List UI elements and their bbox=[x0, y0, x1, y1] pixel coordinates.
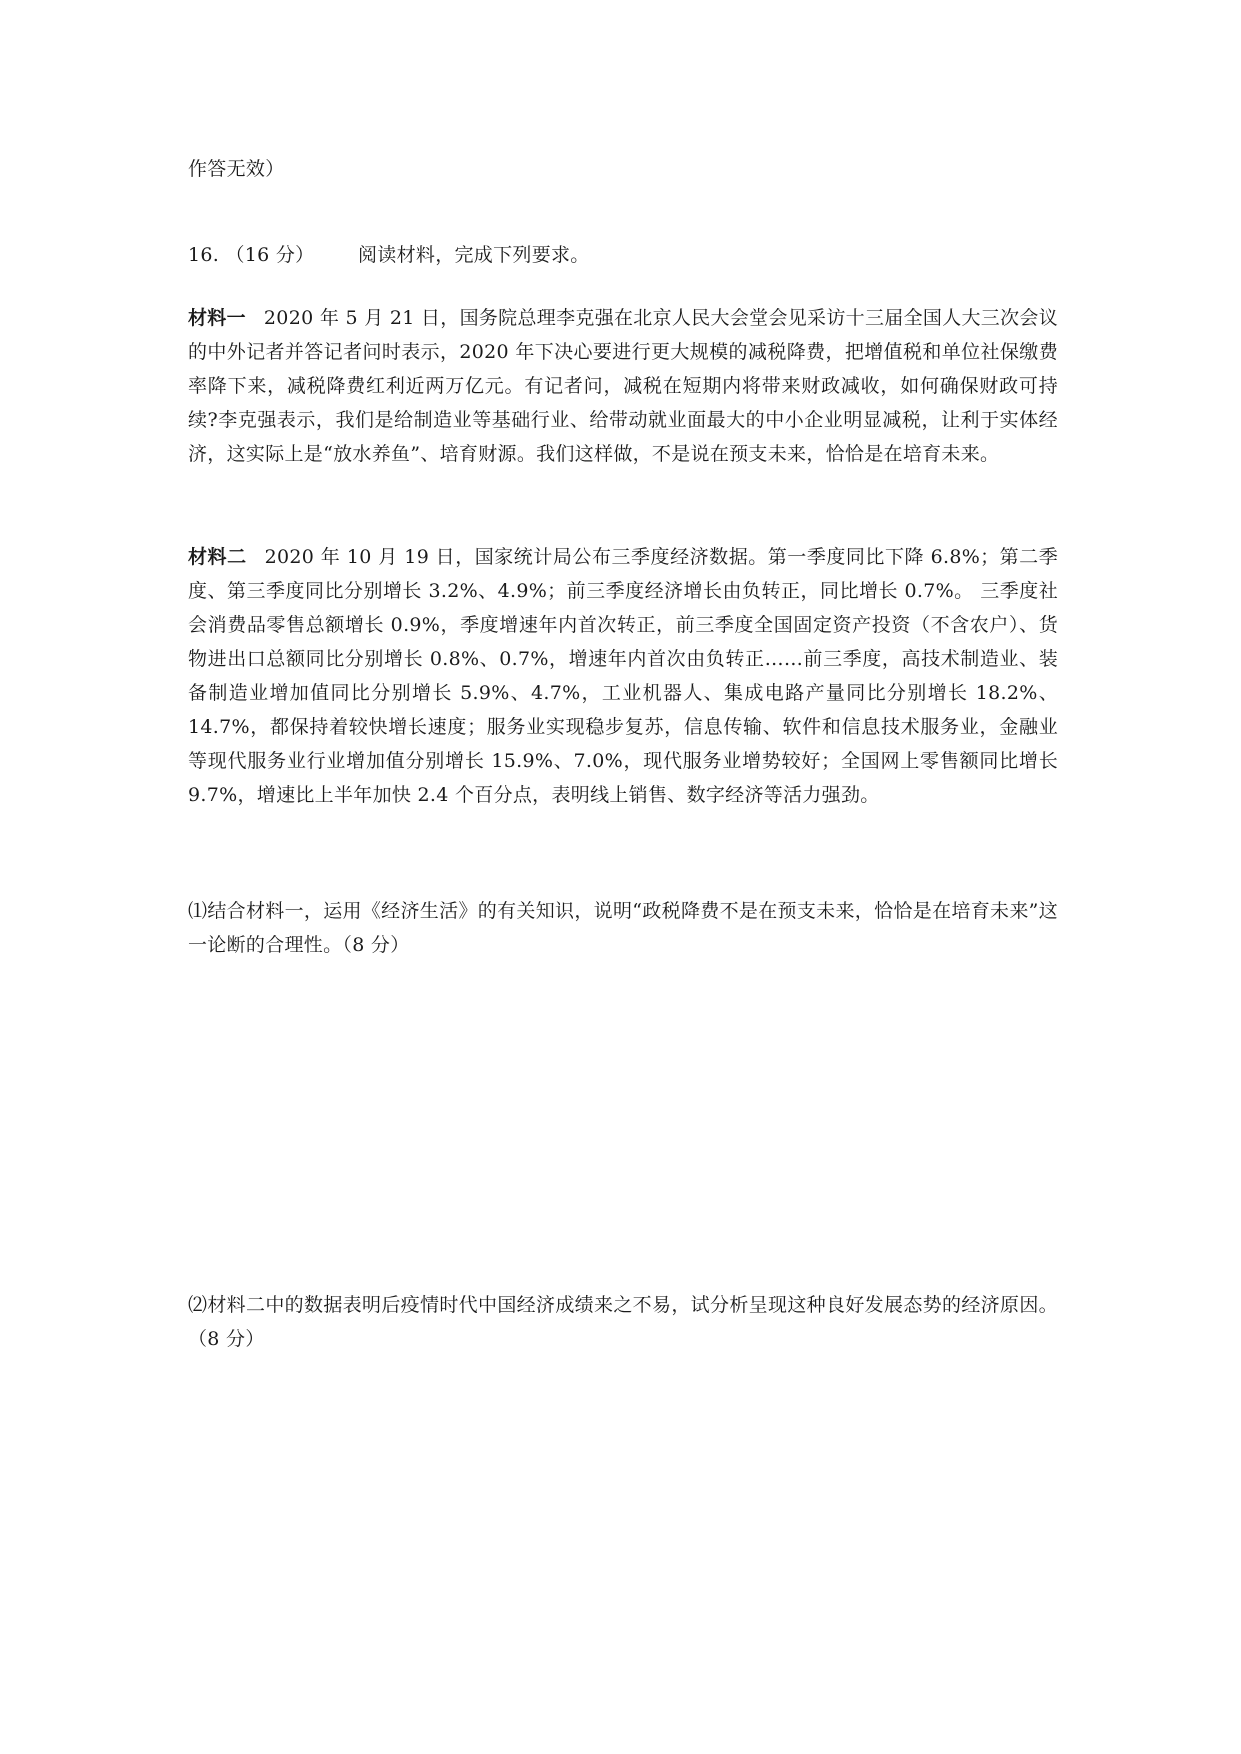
sub-question-2-text: ⑵材料二中的数据表明后疫情时代中国经济成绩来之不易，试分析呈现这种良好发展态势的经济原因。（8 分） bbox=[188, 1294, 1058, 1350]
question-16-header bbox=[188, 238, 1058, 272]
continuation-text: 作答无效） bbox=[188, 158, 285, 180]
material-two-text: 2020 年 10 月 19 日，国家统计局公布三季度经济数据。第一季度同比下降 6.8%；第二季度、第三季度同比分别增长 3.2%、4.9%；前三季度经济增长由负转正，同比增长 0.7%。 三季度社会消费品零售总额增长 0.9%，季度增速年内首次转正，前三季度全国固定资产投资（不含农户）、货物进出口总额同比分别增长 0.8%、0.7%，增速年内首次由负转正……前三季度，高技术制造业、装备制造业增加值同比分别增长 5.9%、4.7%，工业机器人、集成电路产量同比分别增长 18.2%、14.7%，都保持着较快增长速度；服务业实现稳步复苏，信息传输、软件和信息技术服务业，金融业等现代服务业行业增加值分别增长 15.9%、7.0%，现代服务业增势较好；全国网上零售额同比增长 9.7%，增速比上半年加快 2.4 个百分点，表明线上销售、数字经济等活力强劲。 bbox=[188, 546, 1058, 806]
question-number: 16. （16 分） bbox=[188, 244, 315, 266]
material-one-label: 材料一 bbox=[188, 307, 246, 329]
question-prompt: 阅读材料，完成下列要求。 bbox=[358, 244, 590, 266]
sub-question-1-text: ⑴结合材料一，运用《经济生活》的有关知识，说明“政税降费不是在预支未来，恰恰是在培育未来”这一论断的合理性。（8 分） bbox=[188, 900, 1058, 956]
material-two-label: 材料二 bbox=[188, 546, 247, 568]
material-two bbox=[188, 540, 1058, 812]
previous-question-continuation bbox=[188, 152, 1058, 186]
sub-question-2 bbox=[188, 1288, 1058, 1356]
material-one bbox=[188, 301, 1058, 471]
material-one-text: 2020 年 5 月 21 日，国务院总理李克强在北京人民大会堂会见采访十三届全国人大三次会议的中外记者并答记者问时表示，2020 年下决心要进行更大规模的减税降费，把增值税和单位社保缴费率降下来，减税降费红利近两万亿元。有记者问，减税在短期内将带来财政减收，如何确保财政可持续?李克强表示，我们是给制造业等基础行业、给带动就业面最大的中小企业明显减税，让利于实体经济，这实际上是“放水养鱼”、培育财源。我们这样做，不是说在预支未来，恰恰是在培育未来。 bbox=[188, 307, 1058, 465]
sub-question-1 bbox=[188, 894, 1058, 962]
